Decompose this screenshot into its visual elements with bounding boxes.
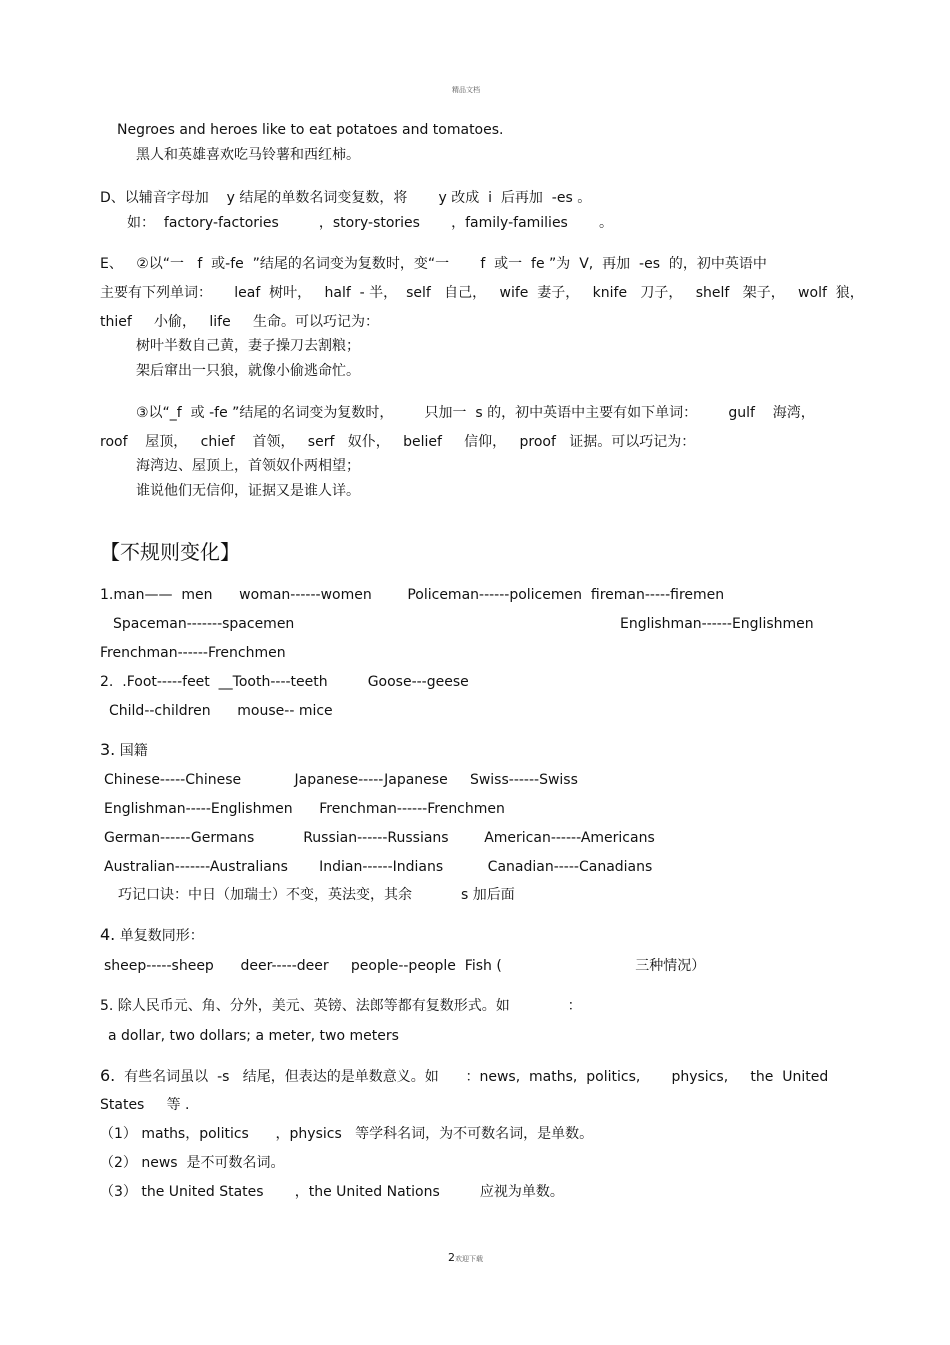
page-header: 精品文档 bbox=[452, 86, 480, 94]
sub-item-2: （2） news 是不可数名词。 bbox=[100, 1155, 285, 1171]
page-number: 2 bbox=[448, 1251, 455, 1264]
irregular-2b: Child--children mouse-- mice bbox=[109, 703, 333, 719]
item-number: 3. bbox=[100, 740, 116, 759]
nationality-row-1: Chinese-----Chinese Japanese-----Japanese Swiss------Swiss bbox=[104, 772, 578, 788]
item-title: 国籍 bbox=[115, 743, 148, 759]
page-footer bbox=[448, 1248, 483, 1268]
mnemonic-3: 海湾边、屋顶上，首领奴仆两相望； bbox=[136, 458, 360, 474]
sub-item-3: （3） the United States ，the United Nations 应视为单数。 bbox=[100, 1184, 564, 1200]
footer-text: 欢迎下载 bbox=[455, 1255, 483, 1263]
same-form-heading bbox=[100, 926, 204, 945]
item-title: 单复数同形： bbox=[115, 928, 204, 944]
example-sentence: Negroes and heroes like to eat potatoes and tomatoes. bbox=[117, 122, 504, 138]
rule-d-example: 如： factory-factories ，story-stories ，family-families 。 bbox=[127, 215, 614, 231]
currency-rule: 5. 除人民币元、角、分外，美元、英镑、法郎等都有复数形式。如 ： bbox=[100, 998, 582, 1014]
rule-e-line3: thief 小偷， life 生命。可以巧记为： bbox=[100, 314, 379, 330]
rule-e-line1: E、 ②以“一 f 或-fe ”结尾的名词变为复数时，变“一 f 或一 fe ”为 V, 再加 -es 的，初中英语中 bbox=[100, 256, 767, 272]
nationality-row-4: Australian-------Australians Indian------Indians Canadian-----Canadians bbox=[104, 859, 653, 875]
rule-d: D、以辅音字母加 y 结尾的单数名词变复数，将 y 改成 i 后再加 -es 。 bbox=[100, 190, 592, 206]
s-ending-rule bbox=[100, 1067, 828, 1086]
irregular-2: 2. .Foot-----feet __Tooth----teeth Goose---geese bbox=[100, 674, 469, 690]
nationality-heading bbox=[100, 741, 148, 760]
currency-example: a dollar, two dollars; a meter, two meters bbox=[108, 1028, 399, 1044]
section-heading: 【不规则变化】 bbox=[100, 540, 240, 564]
nationality-row-2: Englishman-----Englishmen Frenchman------Frenchmen bbox=[104, 801, 505, 817]
sub-item-1: （1） maths，politics ，physics 等学科名词，为不可数名词，是单数。 bbox=[100, 1126, 594, 1142]
nationality-row-3: German------Germans Russian------Russians American------Americans bbox=[104, 830, 655, 846]
mnemonic-2: 架后窜出一只狼，就像小偷逃命忙。 bbox=[136, 363, 360, 379]
irregular-1: 1.man—— men woman------women Policeman------policemen fireman-----firemen bbox=[100, 587, 725, 603]
nationality-mnemonic: 巧记口诀：中日（加瑞士）不变，英法变，其余 s 加后面 bbox=[118, 887, 515, 903]
rule-e3-line2: roof 屋顶， chief 首领， serf 奴仆， belief 信仰， proof 证据。可以巧记为： bbox=[100, 434, 696, 450]
s-ending-rule-cont: States 等 . bbox=[100, 1097, 190, 1113]
irregular-1d: Frenchman------Frenchmen bbox=[100, 645, 286, 661]
mnemonic-4: 谁说他们无信仰，证据又是谁人详。 bbox=[136, 483, 360, 499]
irregular-1c: Englishman------Englishmen bbox=[620, 616, 814, 632]
mnemonic-1: 树叶半数自己黄，妻子操刀去割粮； bbox=[136, 338, 360, 354]
same-form-examples: sheep-----sheep deer-----deer people--people Fish ( 三种情况） bbox=[104, 958, 706, 974]
item-number: 4. bbox=[100, 925, 116, 944]
irregular-1b: Spaceman-------spacemen bbox=[113, 616, 295, 632]
item-text: 有些名词虽以 -s 结尾，但表达的是单数意义。如 ：news, maths, politics, physics, the United bbox=[115, 1069, 829, 1085]
example-translation: 黑人和英雄喜欢吃马铃薯和西红柿。 bbox=[136, 147, 360, 163]
item-number: 6. bbox=[100, 1066, 116, 1085]
rule-e3-line1: ③以“_f 或 -fe ”结尾的名词变为复数时， 只加一 s 的，初中英语中主要有如下单词： gulf 海湾， bbox=[136, 405, 815, 421]
rule-e-line2: 主要有下列单词： leaf 树叶， half - 半， self 自己， wife 妻子， knife 刀子， shelf 架子， wolf 狼， bbox=[100, 285, 864, 301]
